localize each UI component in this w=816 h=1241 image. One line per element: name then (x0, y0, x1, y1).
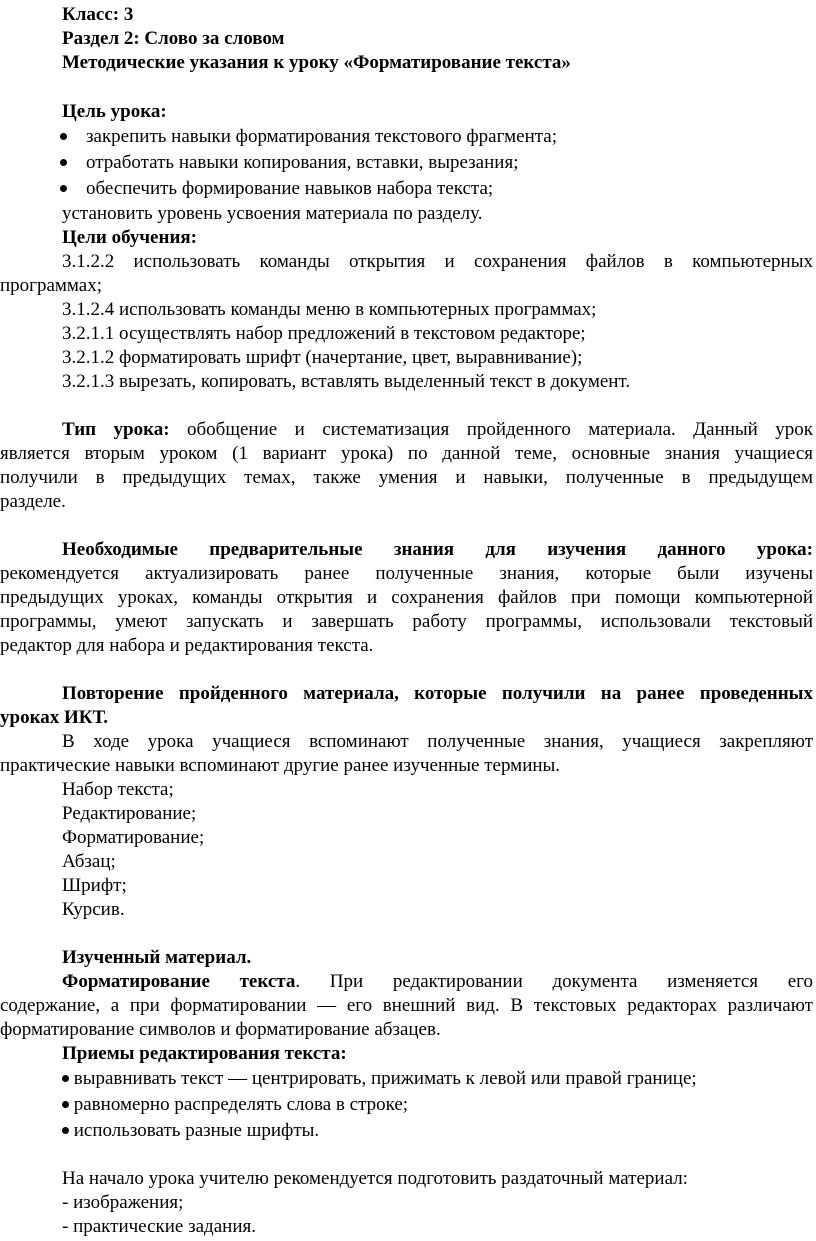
section-label: Раздел 2: Слово за словом (62, 28, 285, 49)
handout-item-2: - практические задания. (62, 1216, 256, 1237)
bullet-icon (62, 1101, 69, 1108)
technique-bullet-2: равномерно распределять слова в строке; (62, 1093, 408, 1117)
review-term-3: Форматирование; (62, 827, 205, 848)
prior-line-1: рекомендуется актуализировать ранее полученные знания, которые были изучены (0, 563, 813, 584)
bullet-icon (60, 159, 67, 166)
review-paragraph-2: практические навыки вспоминают другие ранее изученные термины. (0, 755, 561, 776)
class-label: Класс: 3 (62, 4, 134, 25)
document-title: Методические указания к уроку «Форматирование текста» (62, 52, 571, 73)
objective-item-4: 3.2.1.2 форматировать шрифт (начертание, цвет, выравнивание); (62, 347, 583, 368)
objective-item-1a: 3.1.2.2 использовать команды открытия и сохранения файлов в компьютерных (62, 251, 813, 272)
lesson-type-line-4: разделе. (0, 491, 66, 512)
studied-line-3: форматирование символов и форматирование абзацев. (0, 1019, 441, 1040)
technique-bullet-1: выравнивать текст — центрировать, прижимать к левой или правой границе; (62, 1067, 697, 1091)
review-heading-1: Повторение пройденного материала, которые получили на ранее проведенных (62, 683, 813, 704)
objective-item-2: 3.1.2.4 использовать команды меню в компьютерных программах; (62, 299, 597, 320)
review-term-4: Абзац; (62, 851, 116, 872)
handout-item-1: - изображения; (62, 1192, 184, 1213)
review-term-1: Набор текста; (62, 779, 174, 800)
review-term-6: Курсив. (62, 899, 125, 920)
objectives-heading: Цели обучения: (62, 227, 197, 248)
lesson-type-line-1: Тип урока: обобщение и систематизация пройденного материала. Данный урок (62, 419, 813, 440)
prior-line-2: предыдущих уроках, команды открытия и сохранения файлов при помощи компьютерной (0, 587, 813, 608)
studied-line-1: Форматирование текста. При редактировании документа изменяется его (62, 971, 813, 992)
bullet-icon (62, 1127, 69, 1134)
prior-knowledge-heading: Необходимые предварительные знания для изучения данного урока: (62, 539, 813, 560)
technique-bullet-3: использовать разные шрифты. (62, 1119, 319, 1143)
prior-line-3: программы, умеют запускать и завершать работу программы, использовали текстовый (0, 611, 813, 632)
bullet-icon (62, 1075, 69, 1082)
objective-item-5: 3.2.1.3 вырезать, копировать, вставлять выделенный текст в документ. (62, 371, 631, 392)
bullet-icon (60, 133, 67, 140)
goal-bullet-2: отработать навыки копирования, вставки, вырезания; (60, 151, 518, 175)
techniques-heading: Приемы редактирования текста: (62, 1043, 347, 1064)
review-paragraph-1: В ходе урока учащиеся вспоминают полученные знания, учащиеся закрепляют (62, 731, 813, 752)
review-term-2: Редактирование; (62, 803, 197, 824)
lesson-type-line-3: получили в предыдущих темах, также умения и навыки, полученные в предыдущем (0, 467, 813, 488)
goal-tail: установить уровень усвоения материала по разделу. (62, 203, 483, 224)
objective-item-1b: программах; (0, 275, 103, 296)
lesson-type-line-2: является вторым уроком (1 вариант урока) по данной теме, основные знания учащиеся (0, 443, 813, 464)
goal-bullet-1: закрепить навыки форматирования текстового фрагмента; (60, 125, 557, 149)
studied-line-2: содержание, а при форматировании — его внешний вид. В текстовых редакторах различают (0, 995, 813, 1016)
objective-item-3: 3.2.1.1 осуществлять набор предложений в текстовом редакторе; (62, 323, 586, 344)
goal-bullet-3: обеспечить формирование навыков набора текста; (60, 177, 493, 201)
handout-intro: На начало урока учителю рекомендуется подготовить раздаточный материал: (62, 1168, 688, 1189)
studied-heading: Изученный материал. (62, 947, 252, 968)
bullet-icon (60, 185, 67, 192)
review-term-5: Шрифт; (62, 875, 127, 896)
prior-line-4: редактор для набора и редактирования текста. (0, 635, 374, 656)
goal-heading: Цель урока: (62, 101, 167, 122)
review-heading-2: уроках ИКТ. (0, 707, 109, 728)
